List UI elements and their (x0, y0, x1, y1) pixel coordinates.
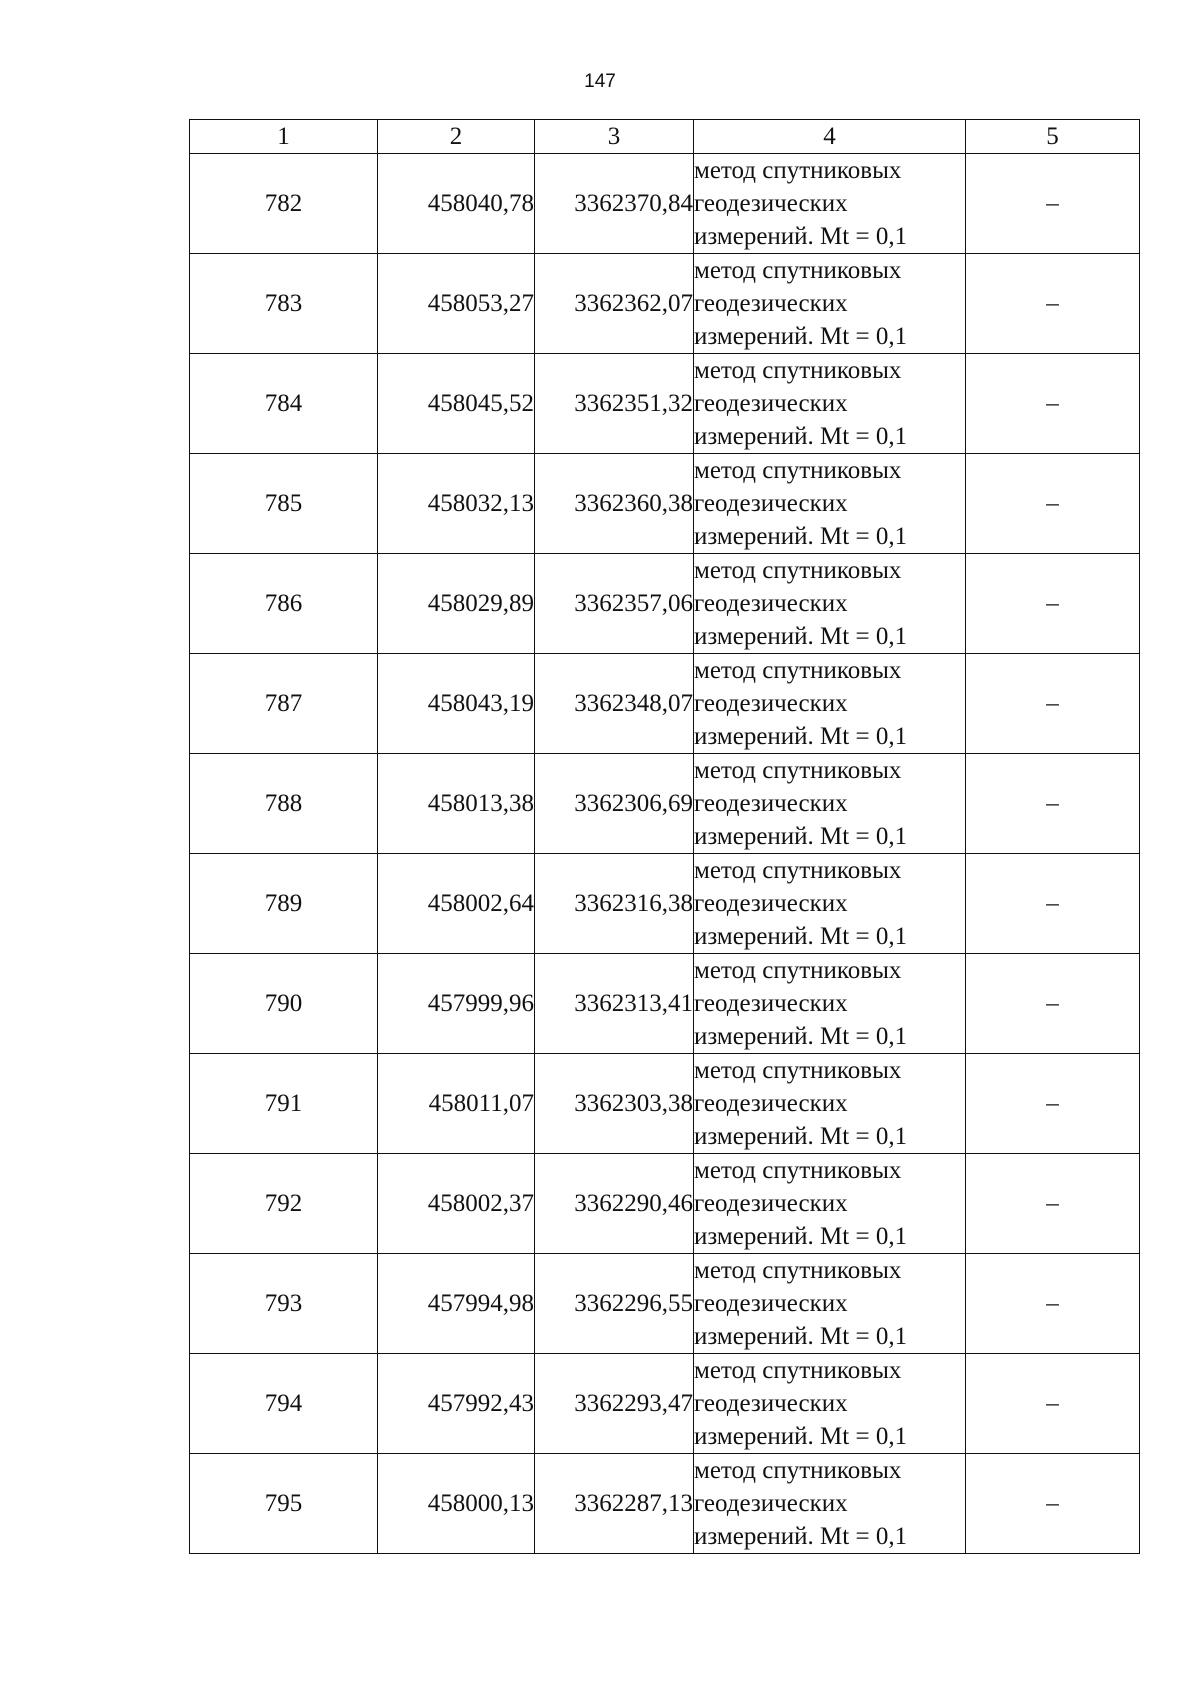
table-row (190, 1254, 1140, 1354)
y-coordinate-cell: 3362287,13 (535, 1454, 694, 1554)
method-cell: метод спутниковых геодезических измерений. Mt = 0,1 (694, 554, 966, 654)
y-coordinate-cell: 3362351,32 (535, 354, 694, 454)
y-coordinate-cell: 3362293,47 (535, 1354, 694, 1454)
note-cell: – (966, 1354, 1140, 1454)
column-header-4: 4 (694, 120, 966, 154)
x-coordinate-cell: 457992,43 (378, 1354, 535, 1454)
note-cell: – (966, 1454, 1140, 1554)
y-coordinate-cell: 3362296,55 (535, 1254, 694, 1354)
table-row (190, 1054, 1140, 1154)
method-cell: метод спутниковых геодезических измерений. Mt = 0,1 (694, 454, 966, 554)
table-row (190, 954, 1140, 1054)
x-coordinate-cell: 458043,19 (378, 654, 535, 754)
column-header-2: 2 (378, 120, 535, 154)
table-row (190, 854, 1140, 954)
column-header-5: 5 (966, 120, 1140, 154)
table-row (190, 554, 1140, 654)
method-cell: метод спутниковых геодезических измерений. Mt = 0,1 (694, 754, 966, 854)
note-cell: – (966, 954, 1140, 1054)
x-coordinate-cell: 458013,38 (378, 754, 535, 854)
point-cell: 786 (190, 554, 378, 654)
table-row (190, 1454, 1140, 1554)
y-coordinate-cell: 3362290,46 (535, 1154, 694, 1254)
method-cell: метод спутниковых геодезических измерений. Mt = 0,1 (694, 854, 966, 954)
method-cell: метод спутниковых геодезических измерений. Mt = 0,1 (694, 1354, 966, 1454)
table-row (190, 154, 1140, 254)
point-cell: 789 (190, 854, 378, 954)
y-coordinate-cell: 3362306,69 (535, 754, 694, 854)
table-row (190, 754, 1140, 854)
point-cell: 788 (190, 754, 378, 854)
coordinates-table (189, 119, 1140, 1554)
x-coordinate-cell: 458000,13 (378, 1454, 535, 1554)
note-cell: – (966, 354, 1140, 454)
note-cell: – (966, 454, 1140, 554)
x-coordinate-cell: 458002,37 (378, 1154, 535, 1254)
column-header-3: 3 (535, 120, 694, 154)
y-coordinate-cell: 3362348,07 (535, 654, 694, 754)
x-coordinate-cell: 458029,89 (378, 554, 535, 654)
method-cell: метод спутниковых геодезических измерений. Mt = 0,1 (694, 1454, 966, 1554)
point-cell: 782 (190, 154, 378, 254)
note-cell: – (966, 754, 1140, 854)
point-cell: 787 (190, 654, 378, 754)
x-coordinate-cell: 458045,52 (378, 354, 535, 454)
table-header (190, 120, 1140, 154)
x-coordinate-cell: 458032,13 (378, 454, 535, 554)
x-coordinate-cell: 458002,64 (378, 854, 535, 954)
table-row (190, 354, 1140, 454)
x-coordinate-cell: 457999,96 (378, 954, 535, 1054)
y-coordinate-cell: 3362362,07 (535, 254, 694, 354)
table-row (190, 454, 1140, 554)
note-cell: – (966, 554, 1140, 654)
point-cell: 795 (190, 1454, 378, 1554)
point-cell: 794 (190, 1354, 378, 1454)
x-coordinate-cell: 458040,78 (378, 154, 535, 254)
y-coordinate-cell: 3362360,38 (535, 454, 694, 554)
note-cell: – (966, 1154, 1140, 1254)
table-row (190, 1154, 1140, 1254)
point-cell: 791 (190, 1054, 378, 1154)
method-cell: метод спутниковых геодезических измерений. Mt = 0,1 (694, 154, 966, 254)
note-cell: – (966, 1254, 1140, 1354)
x-coordinate-cell: 458053,27 (378, 254, 535, 354)
method-cell: метод спутниковых геодезических измерений. Mt = 0,1 (694, 1254, 966, 1354)
x-coordinate-cell: 457994,98 (378, 1254, 535, 1354)
point-cell: 784 (190, 354, 378, 454)
table-body (190, 154, 1140, 1554)
method-cell: метод спутниковых геодезических измерений. Mt = 0,1 (694, 654, 966, 754)
column-header-1: 1 (190, 120, 378, 154)
method-cell: метод спутниковых геодезических измерений. Mt = 0,1 (694, 1154, 966, 1254)
method-cell: метод спутниковых геодезических измерений. Mt = 0,1 (694, 954, 966, 1054)
note-cell: – (966, 854, 1140, 954)
note-cell: – (966, 1054, 1140, 1154)
note-cell: – (966, 654, 1140, 754)
note-cell: – (966, 154, 1140, 254)
point-cell: 792 (190, 1154, 378, 1254)
header-row (190, 120, 1140, 154)
x-coordinate-cell: 458011,07 (378, 1054, 535, 1154)
method-cell: метод спутниковых геодезических измерений. Mt = 0,1 (694, 254, 966, 354)
y-coordinate-cell: 3362303,38 (535, 1054, 694, 1154)
method-cell: метод спутниковых геодезических измерений. Mt = 0,1 (694, 1054, 966, 1154)
point-cell: 790 (190, 954, 378, 1054)
y-coordinate-cell: 3362370,84 (535, 154, 694, 254)
table-row (190, 654, 1140, 754)
y-coordinate-cell: 3362313,41 (535, 954, 694, 1054)
table-row (190, 1354, 1140, 1454)
method-cell: метод спутниковых геодезических измерений. Mt = 0,1 (694, 354, 966, 454)
note-cell: – (966, 254, 1140, 354)
y-coordinate-cell: 3362316,38 (535, 854, 694, 954)
point-cell: 793 (190, 1254, 378, 1354)
point-cell: 785 (190, 454, 378, 554)
y-coordinate-cell: 3362357,06 (535, 554, 694, 654)
page-number: 147 (584, 71, 616, 92)
point-cell: 783 (190, 254, 378, 354)
table-row (190, 254, 1140, 354)
